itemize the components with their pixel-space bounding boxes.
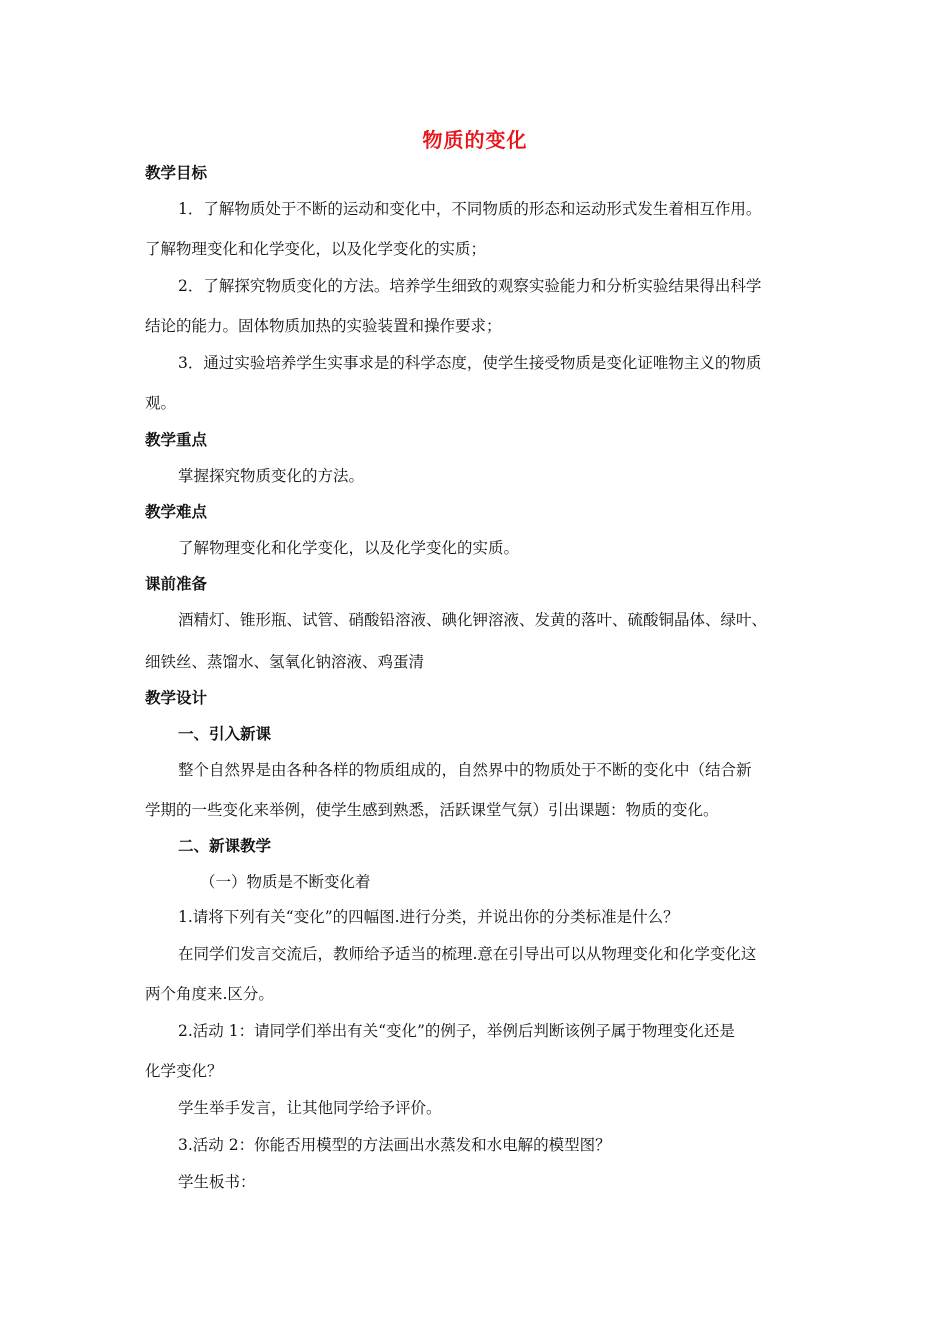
activity-1-line-2: 化学变化？: [145, 1062, 223, 1080]
goal-3-line-1: 3．通过实验培养学生实事求是的科学态度，使学生接受物质是变化证唯物主义的物质: [178, 354, 762, 372]
goal-2-line-1: 2．了解探究物质变化的方法。培养学生细致的观察实验能力和分析实验结果得出科学: [178, 277, 762, 295]
goal-2-line-2: 结论的能力。固体物质加热的实验装置和操作要求；: [145, 317, 502, 335]
question-1: 1.请将下列有关“变化”的四幅图.进行分类，并说出你的分类标准是什么？: [178, 908, 679, 926]
section-2-heading: 二、新课教学: [178, 837, 272, 855]
question-1-line-2: 两个角度来.区分。: [145, 985, 274, 1003]
heading-teaching-goals: 教学目标: [145, 164, 208, 182]
section-1-line-2: 学期的一些变化来举例，使学生感到熟悉，活跃课堂气氛）引出课题：物质的变化。: [145, 801, 719, 819]
key-points-text: 掌握探究物质变化的方法。: [178, 467, 365, 485]
activity-2-line-2: 学生板书：: [178, 1173, 256, 1191]
heading-difficult-points: 教学难点: [145, 503, 208, 521]
heading-key-points: 教学重点: [145, 431, 208, 449]
preparation-line-2: 细铁丝、蒸馏水、氢氧化钠溶液、鸡蛋清: [145, 653, 425, 671]
goal-1-line-2: 了解物理变化和化学变化，以及化学变化的实质；: [145, 240, 487, 258]
activity-1-line-3: 学生举手发言，让其他同学给予评价。: [178, 1099, 442, 1117]
section-1-heading: 一、引入新课: [178, 725, 272, 743]
activity-1-line-1: 2.活动 1：请同学们举出有关“变化”的例子，举例后判断该例子属于物理变化还是: [178, 1022, 735, 1040]
heading-teaching-design: 教学设计: [145, 689, 208, 707]
question-1-line-1: 在同学们发言交流后，教师给予适当的梳理.意在引导出可以从物理变化和化学变化这: [178, 945, 757, 963]
difficult-points-text: 了解物理变化和化学变化，以及化学变化的实质。: [178, 539, 520, 557]
section-2-subheading: （一）物质是不断变化着: [200, 873, 371, 891]
goal-1-line-1: 1．了解物质处于不断的运动和变化中，不同物质的形态和运动形式发生着相互作用。: [178, 200, 762, 218]
goal-3-line-2: 观。: [145, 394, 177, 412]
heading-preparation: 课前准备: [145, 575, 208, 593]
activity-2-line-1: 3.活动 2：你能否用模型的方法画出水蒸发和水电解的模型图？: [178, 1136, 611, 1154]
page-title: 物质的变化: [422, 128, 528, 152]
preparation-line-1: 酒精灯、锥形瓶、试管、硝酸铅溶液、碘化钾溶液、发黄的落叶、硫酸铜晶体、绿叶、: [178, 611, 768, 629]
section-1-line-1: 整个自然界是由各种各样的物质组成的，自然界中的物质处于不断的变化中（结合新: [178, 761, 752, 779]
